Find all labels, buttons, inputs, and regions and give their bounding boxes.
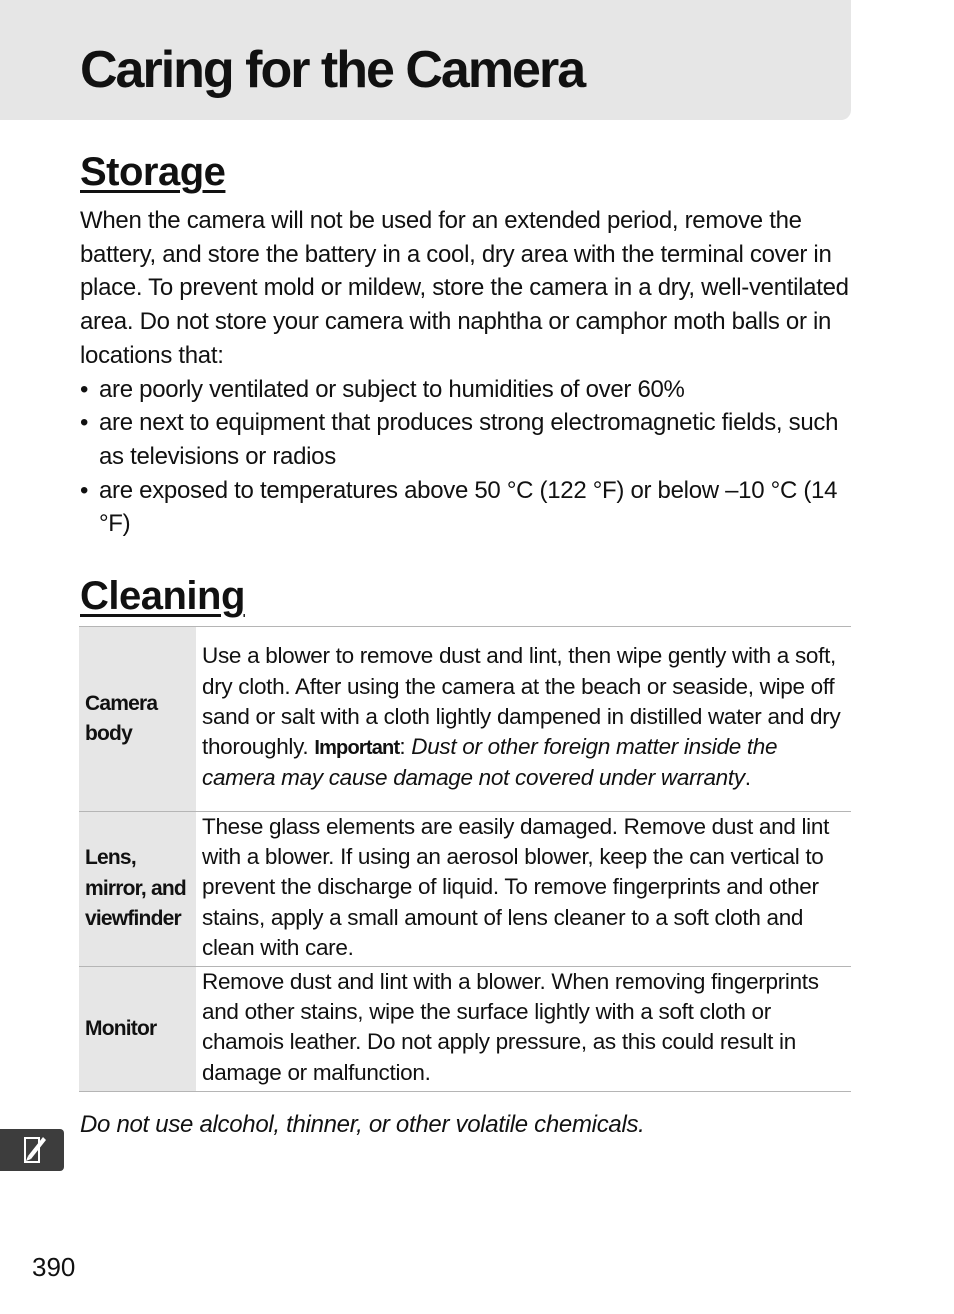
cleaning-table (79, 626, 851, 1092)
bullet-text: are next to equipment that produces strong electromagnetic fields, such as televisions or radios (99, 409, 839, 470)
page-title: Caring for the Camera (80, 41, 585, 99)
row-label-text: Camera body (85, 691, 158, 745)
important-separator: : (399, 734, 406, 760)
row-label (79, 967, 196, 1092)
important-label: Important (314, 737, 400, 760)
bullet-text: are poorly ventilated or subject to humidities of over 60% (99, 375, 685, 403)
row-label-text: Lens, mirror, and viewfinder (85, 846, 186, 931)
table-row (79, 627, 851, 812)
important-text: Dust or other foreign matter inside the camera may cause damage not covered under warranty (202, 734, 778, 791)
important-end: . (744, 765, 751, 791)
storage-bullet-list (80, 373, 850, 542)
section-tab (0, 1129, 64, 1171)
technical-notes-icon (22, 1135, 48, 1165)
bullet-icon: • (80, 375, 89, 403)
row-description (196, 627, 851, 812)
list-item (80, 373, 850, 407)
page-number: 390 (32, 1252, 76, 1282)
table-row (79, 967, 851, 1092)
bullet-text: are exposed to temperatures above 50 °C (122 °F) or below –10 °C (14 °F) (99, 476, 838, 538)
row-description (196, 967, 851, 1092)
row-description-text: Remove dust and lint with a blower. When removing fingerprints and other stains, wipe the surface lightly with a soft cloth or chamois leather. Do not apply pressure, as this could result in damage or malfunction. (202, 969, 819, 1085)
bullet-icon: • (80, 409, 89, 437)
row-description (196, 812, 851, 967)
table-row (79, 812, 851, 967)
storage-heading: Storage (80, 150, 226, 194)
list-item (80, 406, 850, 473)
row-description-text: These glass elements are easily damaged. Remove dust and lint with a blower. If using an aerosol blower, keep the can vertical to prevent the discharge of liquid. To remove fingerprints and other stains, apply a small amount of lens cleaner to a soft cloth and clean with care. (202, 814, 830, 960)
chemicals-warning: Do not use alcohol, thinner, or other volatile chemicals. (80, 1111, 645, 1138)
row-label-text: Monitor (85, 1016, 157, 1040)
bullet-icon: • (80, 476, 89, 504)
storage-intro: When the camera will not be used for an extended period, remove the battery, and store the battery in a cool, dry area with the terminal cover in place. To prevent mold or mildew, store the camera in a dry, well-ventilated area. Do not store your camera with naphtha or camphor moth balls or in locations that: (80, 207, 849, 369)
storage-section (80, 204, 850, 541)
row-description-text: Use a blower to remove dust and lint, then wipe gently with a soft, dry cloth. After using the camera at the beach or seaside, wipe off sand or salt with a cloth lightly dampened in distilled water and dry thoroughly. (202, 643, 841, 760)
row-label (79, 627, 196, 812)
cleaning-heading: Cleaning (80, 574, 245, 618)
list-item (80, 474, 850, 541)
row-label (79, 812, 196, 967)
